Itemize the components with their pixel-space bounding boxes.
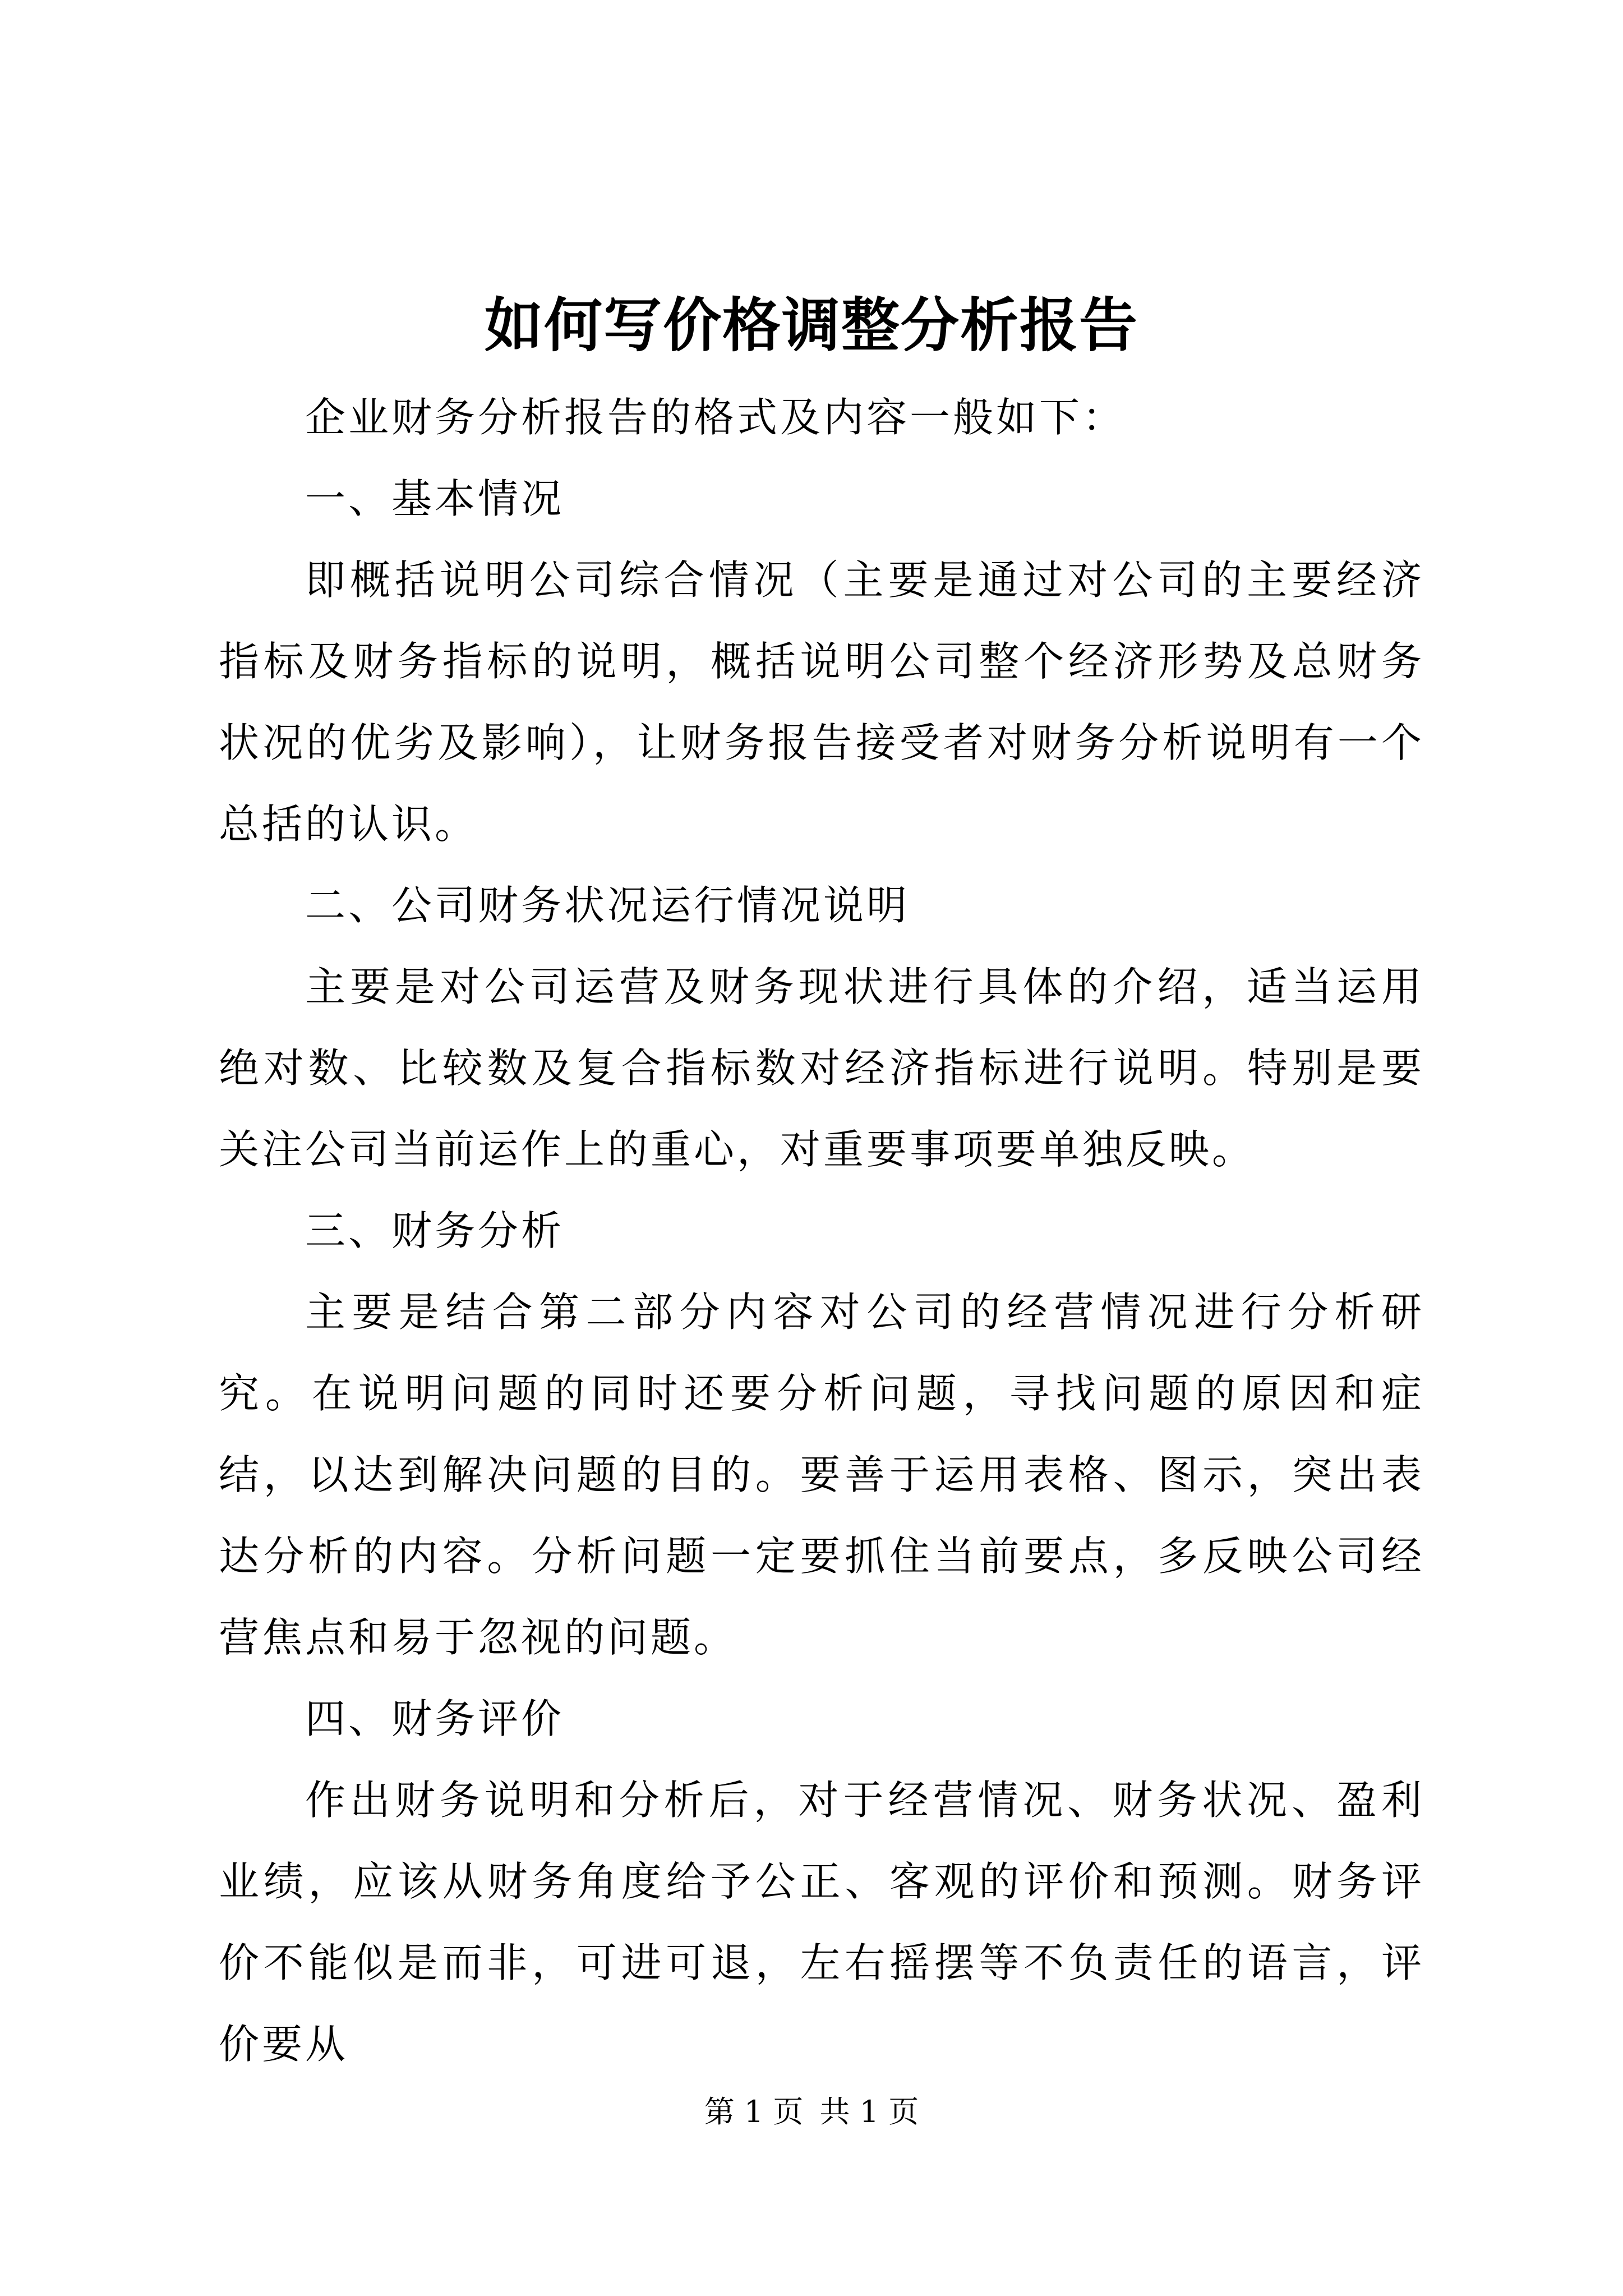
- section-text-evaluation: 作出财务说明和分析后，对于经营情况、财务状况、盈利业绩，应该从财务角度给予公正、客观的评价和预测。财务评价不能似是而非，可进可退，左右摇摆等不负责任的语言，评价要从: [219, 1777, 1424, 2068]
- section-heading-operations: 二、公司财务状况运行情况说明: [305, 882, 910, 929]
- page-footer: [0, 2090, 1623, 2134]
- page-total: 共 1 页: [819, 2094, 919, 2129]
- section-text-basic: 即概括说明公司综合情况（主要是通过对公司的主要经济指标及财务指标的说明，概括说明公司整个经济形势及总财务状况的优劣及影响），让财务报告接受者对财务分析说明有一个总括的认识。: [219, 556, 1424, 848]
- section-heading-analysis: 三、财务分析: [305, 1207, 565, 1254]
- section-text-analysis: 主要是结合第二部分内容对公司的经营情况进行分析研究。在说明问题的同时还要分析问题，寻找问题的原因和症结，以达到解决问题的目的。要善于运用表格、图示，突出表达分析的内容。分析问题一定要抓住当前要点，多反映公司经营焦点和易于忽视的问题。: [219, 1289, 1424, 1661]
- document-title: 如何写价格调整分析报告: [484, 291, 1138, 360]
- section-heading-basic: 一、基本情况: [305, 475, 565, 522]
- section-heading-evaluation: 四、财务评价: [305, 1695, 565, 1742]
- intro-line: 企业财务分析报告的格式及内容一般如下：: [305, 394, 1126, 441]
- document-body: [219, 377, 1424, 2085]
- page-number: 第 1 页: [704, 2094, 804, 2129]
- section-text-operations: 主要是对公司运营及财务现状进行具体的介绍，适当运用绝对数、比较数及复合指标数对经济指标进行说明。特别是要关注公司当前运作上的重心，对重要事项要单独反映。: [219, 963, 1424, 1173]
